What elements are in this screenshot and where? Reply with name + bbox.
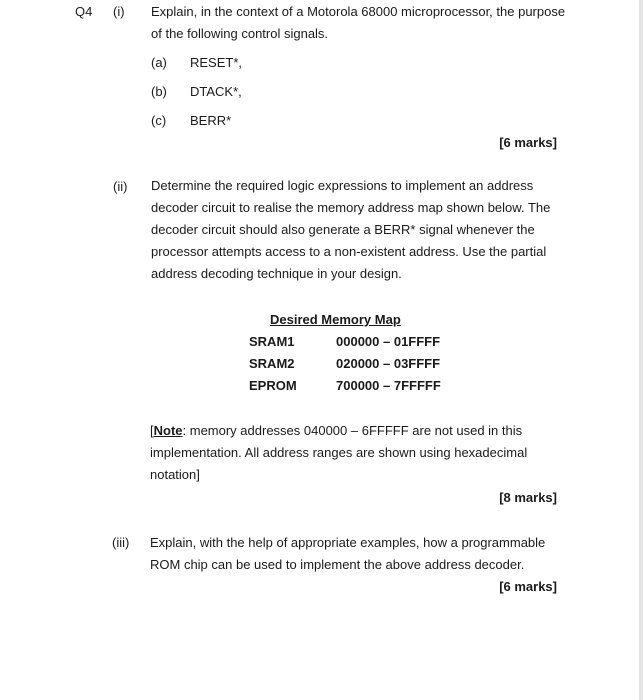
part-ii-line: Determine the required logic expressions to implement an address [151, 178, 534, 193]
part-iii-line2: ROM chip can be used to implement the above address decoder. [150, 557, 525, 572]
page-edge [639, 0, 643, 700]
map-range: 000000 – 01FFFF [336, 334, 441, 349]
memory-map-title: Desired Memory Map [270, 312, 401, 327]
item-c-signal: BERR* [190, 113, 232, 128]
note-line2: implementation. All address ranges are shown using hexadecimal [150, 445, 528, 460]
item-b-signal: DTACK*, [190, 84, 242, 99]
map-region: EPROM [249, 378, 297, 393]
part-iii-line1: Explain, with the help of appropriate examples, how a programmable [150, 535, 546, 550]
map-region: SRAM2 [249, 356, 295, 371]
note-label: Note [153, 423, 183, 438]
part-i-label: (i) [113, 4, 125, 19]
part-ii-marks: [8 marks] [499, 490, 557, 505]
item-a-signal: RESET*, [190, 55, 243, 70]
note-line1 [150, 423, 522, 438]
note-open-bracket: [ [150, 423, 154, 438]
part-i-marks: [6 marks] [499, 135, 557, 150]
part-ii-line: decoder circuit should also generate a BERR* signal whenever the [151, 222, 535, 237]
part-iii-label: (iii) [112, 535, 130, 550]
part-ii-line: processor attempts access to a non-existent address. Use the partial [151, 244, 547, 259]
part-ii-line: address decoding technique in your design. [151, 266, 402, 281]
note-line1-rest: : memory addresses 040000 – 6FFFFF are not used in this [182, 423, 523, 438]
item-c-label: (c) [151, 113, 167, 128]
part-i-text-line1: Explain, in the context of a Motorola 68000 microprocessor, the purpose [151, 4, 566, 19]
map-range: 020000 – 03FFFF [336, 356, 441, 371]
question-number: Q4 [75, 4, 93, 19]
part-i-text-line2: of the following control signals. [151, 26, 329, 41]
item-b-label: (b) [151, 84, 167, 99]
note-line3: notation] [150, 467, 200, 482]
part-ii-label: (ii) [113, 179, 128, 194]
item-a-label: (a) [151, 55, 167, 70]
map-range: 700000 – 7FFFFF [336, 378, 441, 393]
part-ii-line: decoder circuit to realise the memory address map shown below. The [151, 200, 551, 215]
map-region: SRAM1 [249, 334, 295, 349]
part-ii-text [151, 175, 550, 285]
part-iii-marks: [6 marks] [499, 579, 557, 594]
